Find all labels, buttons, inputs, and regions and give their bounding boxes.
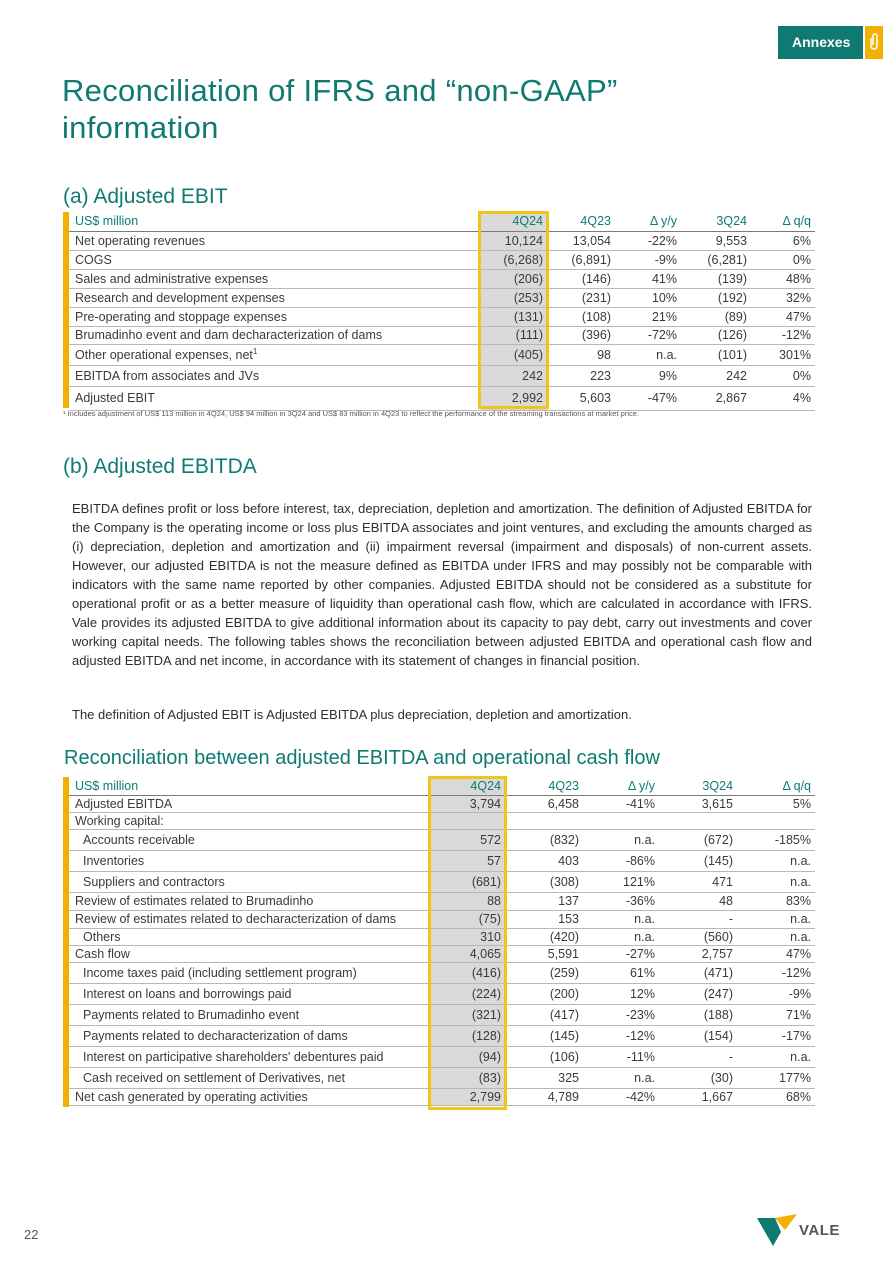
cell-value: 4,789 (505, 1088, 583, 1105)
table-row (69, 1067, 815, 1088)
row-label-text: Sales and administrative expenses (75, 271, 269, 286)
table-header-row (69, 777, 815, 795)
cell-value: -72% (615, 326, 681, 344)
row-label (69, 1067, 429, 1088)
cell-value: 242 (681, 365, 751, 386)
table-row (69, 269, 815, 288)
row-label (69, 1046, 429, 1067)
cell-value: 3,794 (429, 795, 505, 812)
row-label (69, 344, 481, 365)
table-row (69, 1025, 815, 1046)
cell-value: 403 (505, 850, 583, 871)
cell-value: 325 (505, 1067, 583, 1088)
cell-value: (259) (505, 962, 583, 983)
column-header: 4Q24 (481, 212, 547, 231)
cell-value: (75) (429, 910, 505, 928)
cell-value: 153 (505, 910, 583, 928)
column-header: 4Q23 (547, 212, 615, 231)
cell-value: 10,124 (481, 231, 547, 250)
cell-value: 32% (751, 288, 815, 307)
row-label-text: Net operating revenues (75, 233, 205, 248)
cell-value: -11% (583, 1046, 659, 1067)
cell-value: 5% (737, 795, 815, 812)
cell-value: n.a. (583, 829, 659, 850)
cell-value: (471) (659, 962, 737, 983)
vale-logo (757, 1212, 847, 1248)
cell-value: (681) (429, 871, 505, 892)
row-label (69, 962, 429, 983)
vale-logo-icon (757, 1212, 799, 1248)
cell-value: (139) (681, 269, 751, 288)
row-label-text: Cash flow (75, 946, 130, 961)
cell-value: -9% (737, 983, 815, 1004)
cell-value: (253) (481, 288, 547, 307)
row-label-text: Adjusted EBITDA (75, 796, 173, 811)
table-row (69, 983, 815, 1004)
paperclip-icon (863, 26, 883, 59)
page-number: 22 (24, 1227, 39, 1242)
annexes-tab-label: Annexes (792, 34, 851, 50)
cell-value: 572 (429, 829, 505, 850)
row-label-text: COGS (75, 252, 112, 267)
ebit-footnote: ¹ Includes adjustment of US$ 113 million in 4Q24, US$ 94 million in 3Q24 and US$ 83 million in 4Q23 to reflect the performance of the streaming transactions at market price. (63, 409, 639, 418)
cell-value: 310 (429, 928, 505, 945)
cell-value: n.a. (615, 344, 681, 365)
cell-value: (145) (505, 1025, 583, 1046)
cell-value (659, 812, 737, 829)
cell-value: -12% (737, 962, 815, 983)
row-label-text: Review of estimates related to Brumadinho (75, 894, 314, 908)
row-label-text: Working capital: (75, 813, 164, 828)
table-row (69, 1088, 815, 1105)
row-label-text: Accounts receivable (83, 832, 195, 847)
row-label-text: Net cash generated by operating activities (75, 1089, 308, 1104)
cell-value: 48% (751, 269, 815, 288)
cell-value: n.a. (737, 928, 815, 945)
cell-value: n.a. (737, 1046, 815, 1067)
cell-value: (396) (547, 326, 615, 344)
cell-value: (83) (429, 1067, 505, 1088)
row-label (69, 1004, 429, 1025)
row-label-text: Interest on participative shareholders' debentures paid (83, 1049, 384, 1064)
row-label-text: Suppliers and contractors (83, 874, 225, 889)
cell-value: -42% (583, 1088, 659, 1105)
cell-value: (231) (547, 288, 615, 307)
cell-value: 9% (615, 365, 681, 386)
table-row (69, 250, 815, 269)
cell-value: (321) (429, 1004, 505, 1025)
row-label (69, 365, 481, 386)
cell-value: (405) (481, 344, 547, 365)
cell-value: -12% (751, 326, 815, 344)
cell-value: (206) (481, 269, 547, 288)
ebit-definition-paragraph: The definition of Adjusted EBIT is Adjusted EBITDA plus depreciation, depletion and amortization. (72, 707, 632, 722)
table-row (69, 307, 815, 326)
cell-value: (420) (505, 928, 583, 945)
ebitda-heading: (b) Adjusted EBITDA (63, 455, 257, 478)
cell-value: -36% (583, 892, 659, 910)
table-row (69, 850, 815, 871)
row-label (69, 829, 429, 850)
reconciliation-table (69, 777, 815, 1106)
cell-value: 4,065 (429, 945, 505, 962)
ebitda-definition-paragraph: EBITDA defines profit or loss before interest, tax, depreciation, depletion and amortization. The definition of Adjusted EBITDA for the Company is the operating income or loss plus EBITDA associates and joint ventures, and excluding the amounts charged as (i) depreciation, depletion and amortization and (ii) impairment reversal (impairment and disposals) of non-current assets. However, our adjusted EBITDA is not the measure defined as EBITDA under IFRS and may possibly not be comparable with indicators with the same name reported by other companies. Adjusted EBITDA should not be considered as a substitute for operational profit or as a better measure of liquidity than operational cash flow, which are calculated in accordance with IFRS. Vale provides its adjusted EBITDA to give additional information about its capacity to pay debt, carry out investments and cover working capital needs. The following tables shows the reconciliation between adjusted EBITDA and operational cash flow and adjusted EBITDA and net income, in accordance with its statement of changes in financial position. (72, 501, 812, 668)
cell-value: 98 (547, 344, 615, 365)
cell-value: (108) (547, 307, 615, 326)
cell-value: -41% (583, 795, 659, 812)
cell-value: -23% (583, 1004, 659, 1025)
cell-value: 2,757 (659, 945, 737, 962)
row-label (69, 850, 429, 871)
cell-value: (128) (429, 1025, 505, 1046)
row-label-text: Brumadinho event and dam decharacterization of dams (75, 328, 383, 342)
table-row (69, 945, 815, 962)
cell-value: 47% (737, 945, 815, 962)
cell-value: (6,268) (481, 250, 547, 269)
table-row (69, 962, 815, 983)
table-row (69, 1046, 815, 1067)
cell-value: 177% (737, 1067, 815, 1088)
cell-value: 6% (751, 231, 815, 250)
cell-value: 223 (547, 365, 615, 386)
cell-value: - (659, 1046, 737, 1067)
column-header: 4Q23 (505, 777, 583, 795)
cell-value: n.a. (737, 871, 815, 892)
table-row (69, 795, 815, 812)
cell-value: -22% (615, 231, 681, 250)
cell-value: 13,054 (547, 231, 615, 250)
cell-value: 9,553 (681, 231, 751, 250)
cell-value: 121% (583, 871, 659, 892)
cell-value: 68% (737, 1088, 815, 1105)
cell-value: (416) (429, 962, 505, 983)
cell-value: (106) (505, 1046, 583, 1067)
row-label (69, 1088, 429, 1105)
row-label-text: Other operational expenses, net (75, 348, 253, 363)
cell-value: (6,281) (681, 250, 751, 269)
cell-value: (308) (505, 871, 583, 892)
cell-value: 57 (429, 850, 505, 871)
cell-value: 21% (615, 307, 681, 326)
row-label (69, 910, 429, 928)
cell-value: n.a. (737, 910, 815, 928)
cell-value: n.a. (583, 910, 659, 928)
row-label (69, 288, 481, 307)
row-label (69, 1025, 429, 1046)
cell-value: n.a. (737, 850, 815, 871)
cell-value: 242 (481, 365, 547, 386)
cell-value: 301% (751, 344, 815, 365)
vale-logo-text: VALE (799, 1222, 840, 1239)
column-header: Δ y/y (615, 212, 681, 231)
row-label (69, 269, 481, 288)
cell-value: 10% (615, 288, 681, 307)
cell-value: 48 (659, 892, 737, 910)
table-row (69, 386, 815, 410)
cell-value: -47% (615, 386, 681, 410)
table-row (69, 1004, 815, 1025)
cell-value: 1,667 (659, 1088, 737, 1105)
column-header: Δ q/q (737, 777, 815, 795)
column-header: 4Q24 (429, 777, 505, 795)
column-header: 3Q24 (659, 777, 737, 795)
ebit-heading: (a) Adjusted EBIT (63, 185, 228, 208)
cell-value: 88 (429, 892, 505, 910)
table-row (69, 871, 815, 892)
footnote-marker: 1 (252, 346, 258, 356)
cell-value: 5,591 (505, 945, 583, 962)
row-label-text: Inventories (83, 853, 145, 868)
row-label (69, 812, 429, 829)
cell-value: (94) (429, 1046, 505, 1067)
cell-value: 83% (737, 892, 815, 910)
row-label (69, 983, 429, 1004)
row-label (69, 892, 429, 910)
cell-value: 41% (615, 269, 681, 288)
table-row (69, 829, 815, 850)
column-header: Δ y/y (583, 777, 659, 795)
cell-value: (6,891) (547, 250, 615, 269)
row-label-text: EBITDA from associates and JVs (75, 368, 260, 383)
table-row (69, 910, 815, 928)
cell-value: 47% (751, 307, 815, 326)
adjusted-ebit-table (69, 212, 815, 411)
row-label-text: Income taxes paid (including settlement program) (83, 965, 357, 980)
cell-value: (832) (505, 829, 583, 850)
cell-value: 6,458 (505, 795, 583, 812)
cell-value: n.a. (583, 928, 659, 945)
annexes-tab[interactable] (778, 26, 883, 59)
cell-value: 71% (737, 1004, 815, 1025)
cell-value: 0% (751, 365, 815, 386)
row-label-text: Interest on loans and borrowings paid (83, 986, 292, 1001)
cell-value: (146) (547, 269, 615, 288)
row-label-text: Payments related to decharacterization of dams (83, 1028, 348, 1043)
row-label (69, 945, 429, 962)
row-label (69, 928, 429, 945)
cell-value: -185% (737, 829, 815, 850)
cell-value: (30) (659, 1067, 737, 1088)
table-row (69, 892, 815, 910)
column-header: 3Q24 (681, 212, 751, 231)
cell-value: (89) (681, 307, 751, 326)
row-label-text: Cash received on settlement of Derivatives, net (83, 1070, 345, 1085)
cell-value (429, 812, 505, 829)
cell-value: -9% (615, 250, 681, 269)
cell-value: 137 (505, 892, 583, 910)
cell-value: n.a. (583, 1067, 659, 1088)
cell-value (737, 812, 815, 829)
cell-value: (200) (505, 983, 583, 1004)
row-label-text: Review of estimates related to decharacterization of dams (75, 912, 396, 926)
cell-value: -27% (583, 945, 659, 962)
row-label (69, 386, 481, 410)
cell-value: -12% (583, 1025, 659, 1046)
row-label (69, 307, 481, 326)
cell-value: 2,992 (481, 386, 547, 410)
table-row (69, 812, 815, 829)
cell-value: (188) (659, 1004, 737, 1025)
column-header: US$ million (69, 777, 429, 795)
cell-value: (111) (481, 326, 547, 344)
row-label (69, 871, 429, 892)
cell-value (583, 812, 659, 829)
cell-value: 2,799 (429, 1088, 505, 1105)
row-label-text: Others (83, 929, 121, 944)
cell-value: (101) (681, 344, 751, 365)
cell-value: 3,615 (659, 795, 737, 812)
row-label-text: Research and development expenses (75, 290, 285, 305)
cell-value: (145) (659, 850, 737, 871)
table-header-row (69, 212, 815, 231)
cell-value: (417) (505, 1004, 583, 1025)
cell-value (505, 812, 583, 829)
column-header: Δ q/q (751, 212, 815, 231)
table-row (69, 288, 815, 307)
table-row (69, 231, 815, 250)
cell-value: (560) (659, 928, 737, 945)
cell-value: (247) (659, 983, 737, 1004)
table-row (69, 326, 815, 344)
row-label-text: Payments related to Brumadinho event (83, 1007, 300, 1022)
table-row (69, 928, 815, 945)
table-row (69, 365, 815, 386)
cell-value: 471 (659, 871, 737, 892)
cell-value: 5,603 (547, 386, 615, 410)
row-label-text: Pre-operating and stoppage expenses (75, 309, 287, 324)
row-label (69, 250, 481, 269)
reconciliation-heading: Reconciliation between adjusted EBITDA and operational cash flow (64, 747, 660, 769)
cell-value: 2,867 (681, 386, 751, 410)
cell-value: (126) (681, 326, 751, 344)
cell-value: (672) (659, 829, 737, 850)
cell-value: 0% (751, 250, 815, 269)
page-title: Reconciliation of IFRS and “non-GAAP” information (62, 73, 618, 145)
row-label-text: Adjusted EBIT (75, 391, 155, 405)
cell-value: 4% (751, 386, 815, 410)
row-label (69, 326, 481, 344)
cell-value: (131) (481, 307, 547, 326)
row-label (69, 231, 481, 250)
row-label (69, 795, 429, 812)
cell-value: 12% (583, 983, 659, 1004)
cell-value: (154) (659, 1025, 737, 1046)
cell-value: -86% (583, 850, 659, 871)
cell-value: - (659, 910, 737, 928)
table-row (69, 344, 815, 365)
cell-value: 61% (583, 962, 659, 983)
cell-value: -17% (737, 1025, 815, 1046)
cell-value: (192) (681, 288, 751, 307)
column-header: US$ million (69, 212, 481, 231)
cell-value: (224) (429, 983, 505, 1004)
